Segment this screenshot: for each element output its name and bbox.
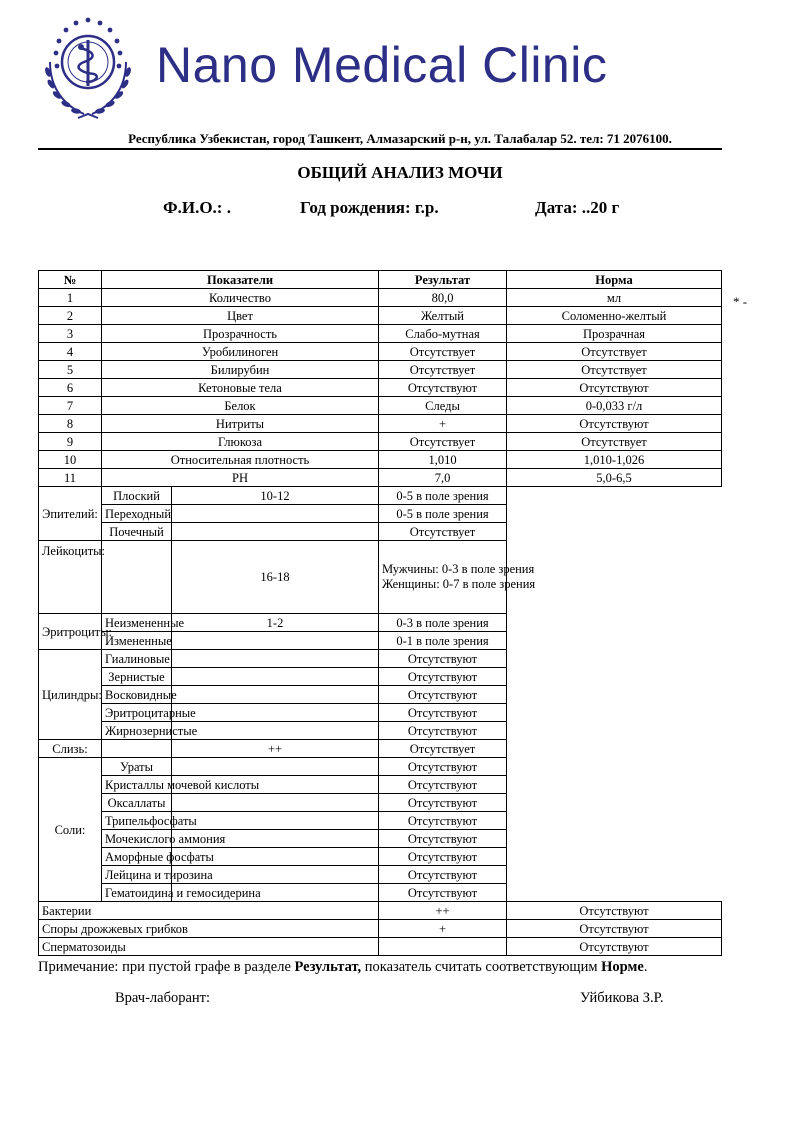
table-row <box>39 487 722 505</box>
result-value <box>172 704 379 722</box>
indicator-name: Лейцина и тирозина <box>102 866 172 884</box>
clinic-address: Республика Узбекистан, город Ташкент, Алмазарский р-н, ул. Талабалар 52. тел: 71 2076100. <box>128 131 672 146</box>
indicator-name: Гиалиновые <box>102 650 172 668</box>
table-row <box>39 668 722 686</box>
norm-value: Отсутствуют <box>379 686 507 704</box>
table-row <box>39 397 722 415</box>
indicator-name: Переходный <box>102 505 172 523</box>
norm-value: Отсутствуют <box>507 902 722 920</box>
result-value <box>172 812 379 830</box>
doctor-name: Уйбикова З.Р. <box>580 990 664 1006</box>
result-value <box>172 794 379 812</box>
table-row <box>39 740 722 758</box>
norm-value: Отсутствуют <box>379 776 507 794</box>
norm-value: 0-3 в поле зрения <box>379 614 507 632</box>
table-row <box>39 632 722 650</box>
norm-value: Отсутствуют <box>379 650 507 668</box>
group-label: Лейкоциты: <box>39 541 102 614</box>
indicator-name <box>102 740 172 758</box>
result-value <box>172 686 379 704</box>
row-number: 10 <box>39 451 102 469</box>
result-value <box>379 938 507 956</box>
norm-value: Отсутствуют <box>379 722 507 740</box>
norm-value: Отсутствуют <box>507 938 722 956</box>
birth-year: Год рождения: г.р. <box>300 198 439 217</box>
norm-value: Отсутствует <box>507 361 722 379</box>
indicator-name: Билирубин <box>102 361 379 379</box>
doctor-label: Врач-лаборант: <box>115 990 211 1006</box>
table-row <box>39 722 722 740</box>
indicator-name: Плоский <box>102 487 172 505</box>
result-value: Слабо-мутная <box>379 325 507 343</box>
indicator-name: Ураты <box>102 758 172 776</box>
norm-value: Отсутствуют <box>507 415 722 433</box>
row-number: 11 <box>39 469 102 487</box>
norm-value: Отсутствует <box>507 343 722 361</box>
norm-value: 5,0-6,5 <box>507 469 722 487</box>
row-number: 2 <box>39 307 102 325</box>
note-bold-result: Результат, <box>294 959 362 975</box>
indicator-name: Зернистые <box>102 668 172 686</box>
indicator-name: Сперматозоиды <box>39 938 379 956</box>
clinic-name: Nano Medical Clinic <box>156 37 608 93</box>
norm-men: Мужчины: 0-3 в поле зрения <box>382 562 535 576</box>
note-bold-norm: Норме <box>601 959 644 975</box>
indicator-name: Количество <box>102 289 379 307</box>
indicator-name: Кетоновые тела <box>102 379 379 397</box>
table-row <box>39 289 722 307</box>
indicator-name: Измененные <box>102 632 172 650</box>
table-row <box>39 884 722 902</box>
result-value <box>172 758 379 776</box>
header-norm: Норма <box>507 271 722 289</box>
result-value: Следы <box>379 397 507 415</box>
result-value: Отсутствуют <box>379 379 507 397</box>
analysis-date: Дата: ..20 г <box>535 198 620 217</box>
table-row <box>39 686 722 704</box>
norm-value <box>379 541 536 614</box>
table-row <box>39 469 722 487</box>
table-row <box>39 307 722 325</box>
result-value: ++ <box>172 740 379 758</box>
norm-value: Отсутствуют <box>379 758 507 776</box>
table-row <box>39 505 722 523</box>
indicator-name: Мочекислого аммония <box>102 830 172 848</box>
result-value <box>172 632 379 650</box>
indicator-name: Оксаллаты <box>102 794 172 812</box>
result-value: 10-12 <box>172 487 379 505</box>
table-row <box>39 523 722 541</box>
row-number: 6 <box>39 379 102 397</box>
table-row <box>39 361 722 379</box>
indicator-name: Белок <box>102 397 379 415</box>
indicator-name: Почечный <box>102 523 172 541</box>
group-label: Слизь: <box>39 740 102 758</box>
result-value <box>172 523 379 541</box>
norm-value: 0-0,033 г/л <box>507 397 722 415</box>
clinic-logo <box>40 14 136 126</box>
table-row <box>39 758 722 776</box>
norm-value: Отсутствуют <box>379 704 507 722</box>
indicator-name: Кристаллы мочевой кислоты <box>102 776 172 794</box>
indicator-name: Жирнозернистые <box>102 722 172 740</box>
table-row <box>39 650 722 668</box>
result-value: Отсутствует <box>379 433 507 451</box>
header-num: № <box>39 271 102 289</box>
header-divider <box>38 148 722 150</box>
note-middle: показатель считать соответствующим <box>361 959 602 975</box>
result-value: + <box>379 920 507 938</box>
table-header-row <box>39 271 722 289</box>
row-number: 1 <box>39 289 102 307</box>
indicator-name: Восковидные <box>102 686 172 704</box>
norm-value: 0-5 в поле зрения <box>379 505 507 523</box>
header-result: Результат <box>379 271 507 289</box>
result-value: + <box>379 415 507 433</box>
norm-value: Отсутствуют <box>379 884 507 902</box>
result-value <box>172 505 379 523</box>
note-suffix: . <box>643 959 648 975</box>
result-value <box>172 650 379 668</box>
indicator-name: Гематоидина и гемосидерина <box>102 884 172 902</box>
side-mark: * - <box>733 294 748 309</box>
table-row <box>39 776 722 794</box>
section-rows <box>39 487 722 956</box>
indicator-name: Неизмененные <box>102 614 172 632</box>
norm-value: Отсутствует <box>379 523 507 541</box>
norm-value: Отсутствует <box>379 740 507 758</box>
indicator-name: Трипельфосфаты <box>102 812 172 830</box>
table-row <box>39 920 722 938</box>
norm-value: Отсутствуют <box>507 379 722 397</box>
norm-value: Прозрачная <box>507 325 722 343</box>
group-label: Эритроциты: <box>39 614 102 650</box>
table-row <box>39 830 722 848</box>
indicator-name: Бактерии <box>39 902 379 920</box>
row-number: 5 <box>39 361 102 379</box>
norm-women: Женщины: 0-7 в поле зрения <box>382 577 536 591</box>
result-value: 80,0 <box>379 289 507 307</box>
row-number: 9 <box>39 433 102 451</box>
indicator-name: Прозрачность <box>102 325 379 343</box>
table-row <box>39 866 722 884</box>
indicator-name <box>102 541 172 614</box>
table-row <box>39 415 722 433</box>
table-row <box>39 794 722 812</box>
footer-note <box>38 959 647 976</box>
row-number: 7 <box>39 397 102 415</box>
norm-value: Отсутствуют <box>379 866 507 884</box>
results-table <box>38 270 722 956</box>
group-label: Соли: <box>39 758 102 902</box>
table-row <box>39 343 722 361</box>
result-value: 16-18 <box>172 541 379 614</box>
indicator-name: Эритроцитарные <box>102 704 172 722</box>
header-indicators: Показатели <box>102 271 379 289</box>
table-row <box>39 379 722 397</box>
norm-value: Отсутствуют <box>379 812 507 830</box>
result-value: ++ <box>379 902 507 920</box>
result-value: 1-2 <box>172 614 379 632</box>
table-row <box>39 541 722 614</box>
norm-value: 0-5 в поле зрения <box>379 487 507 505</box>
patient-name: Ф.И.О.: . <box>163 198 231 217</box>
table-row <box>39 848 722 866</box>
result-value: Отсутствует <box>379 343 507 361</box>
indicator-name: Глюкоза <box>102 433 379 451</box>
result-value: Отсутствует <box>379 361 507 379</box>
numbered-rows <box>39 289 722 487</box>
group-label: Эпителий: <box>39 487 102 541</box>
table-row <box>39 812 722 830</box>
table-row <box>39 938 722 956</box>
table-row <box>39 451 722 469</box>
norm-value: Отсутствуют <box>379 668 507 686</box>
norm-value: Соломенно-желтый <box>507 307 722 325</box>
document-title: ОБЩИЙ АНАЛИЗ МОЧИ <box>297 163 503 182</box>
table-row <box>39 902 722 920</box>
table-row <box>39 325 722 343</box>
result-value: 1,010 <box>379 451 507 469</box>
row-number: 8 <box>39 415 102 433</box>
result-value <box>172 668 379 686</box>
table-row <box>39 433 722 451</box>
result-value <box>172 722 379 740</box>
result-value: Желтый <box>379 307 507 325</box>
norm-value: Отсутствуют <box>379 848 507 866</box>
indicator-name: Цвет <box>102 307 379 325</box>
indicator-name: Нитриты <box>102 415 379 433</box>
row-number: 4 <box>39 343 102 361</box>
norm-value: Отсутствуют <box>379 794 507 812</box>
indicator-name: Уробилиноген <box>102 343 379 361</box>
row-number: 3 <box>39 325 102 343</box>
norm-value: Отсутствуют <box>507 920 722 938</box>
table-row <box>39 614 722 632</box>
norm-value: Отсутствуют <box>379 830 507 848</box>
norm-value: мл <box>507 289 722 307</box>
indicator-name: Относительная плотность <box>102 451 379 469</box>
group-label: Цилиндры: <box>39 650 102 740</box>
norm-value: Отсутствует <box>507 433 722 451</box>
note-prefix: Примечание: при пустой графе в разделе <box>38 959 295 975</box>
norm-value: 0-1 в поле зрения <box>379 632 507 650</box>
table-row <box>39 704 722 722</box>
indicator-name: Споры дрожжевых грибков <box>39 920 379 938</box>
indicator-name: Аморфные фосфаты <box>102 848 172 866</box>
indicator-name: PH <box>102 469 379 487</box>
norm-value: 1,010-1,026 <box>507 451 722 469</box>
result-value: 7,0 <box>379 469 507 487</box>
